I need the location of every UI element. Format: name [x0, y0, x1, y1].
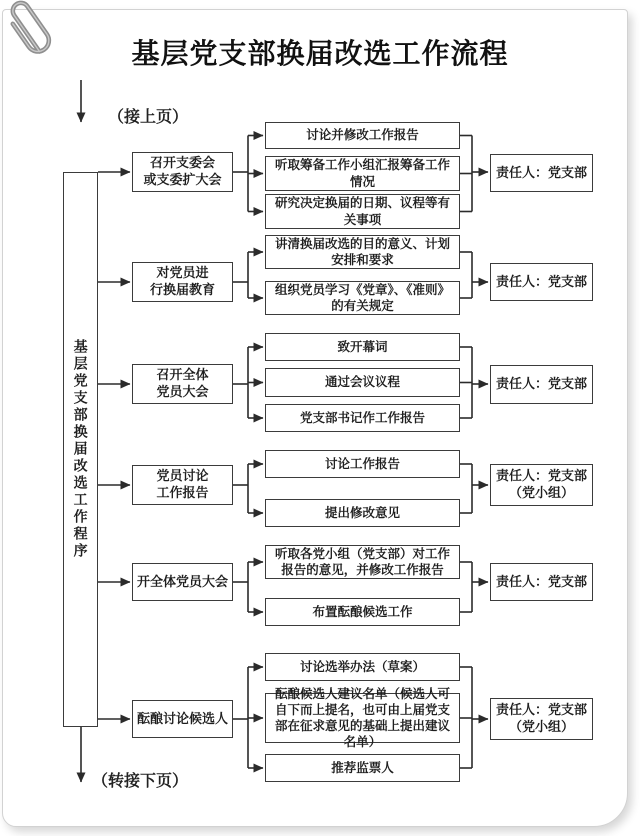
continued-to-label: （转接下页） [92, 773, 189, 790]
step-box-1-3: 研究决定换届的日期、议程等有关事项 [265, 194, 460, 229]
step-box-5-2: 布置酝酿候选工作 [265, 598, 460, 626]
step-box-2-1: 讲清换届改选的目的意义、计划安排和要求 [265, 235, 460, 269]
stage-box-3: 召开全体党员大会 [132, 364, 233, 404]
step-box-1-2: 听取筹备工作小组汇报筹备工作情况 [265, 156, 460, 191]
owner-box-3: 责任人：党支部 [490, 365, 593, 404]
stage-box-4: 党员讨论工作报告 [132, 465, 233, 505]
step-box-5-1: 听取各党小组（党支部）对工作报告的意见，并修改工作报告 [265, 545, 460, 579]
stage-rail: 基层党支部换届改选工作程序 [63, 172, 98, 727]
continued-from-label: （接上页） [108, 109, 189, 126]
step-box-6-3: 推荐监票人 [265, 754, 460, 782]
owner-box-4: 责任人：党支部（党小组） [490, 464, 593, 506]
diagram-title: 基层党支部换届改选工作流程 [131, 37, 509, 70]
stage-box-2: 对党员进行换届教育 [132, 262, 233, 302]
owner-box-5: 责任人：党支部 [490, 563, 593, 601]
owner-box-1: 责任人：党支部 [490, 154, 593, 192]
step-box-4-1: 讨论工作报告 [265, 450, 460, 478]
step-box-6-2: 酝酿候选人建议名单（候选人可自下而上提名，也可由上届党支部在征求意见的基础上提出建议名单） [265, 693, 460, 743]
step-box-2-2: 组织党员学习《党章》、《准则》的有关规定 [265, 281, 460, 315]
stage-box-1: 召开支委会或支委扩大会 [132, 152, 233, 192]
step-box-4-2: 提出修改意见 [265, 499, 460, 527]
step-box-6-1: 讨论选举办法（草案） [265, 653, 460, 681]
step-box-1-1: 讨论并修改工作报告 [265, 122, 460, 149]
step-box-3-1: 致开幕词 [265, 333, 460, 361]
owner-box-2: 责任人：党支部 [490, 263, 593, 301]
step-box-3-2: 通过会议议程 [265, 368, 460, 397]
owner-box-6: 责任人：党支部（党小组） [490, 698, 593, 740]
stage-box-6: 酝酿讨论候选人 [132, 700, 233, 738]
step-box-3-3: 党支部书记作工作报告 [265, 404, 460, 432]
stage-box-5: 开全体党员大会 [132, 563, 233, 601]
